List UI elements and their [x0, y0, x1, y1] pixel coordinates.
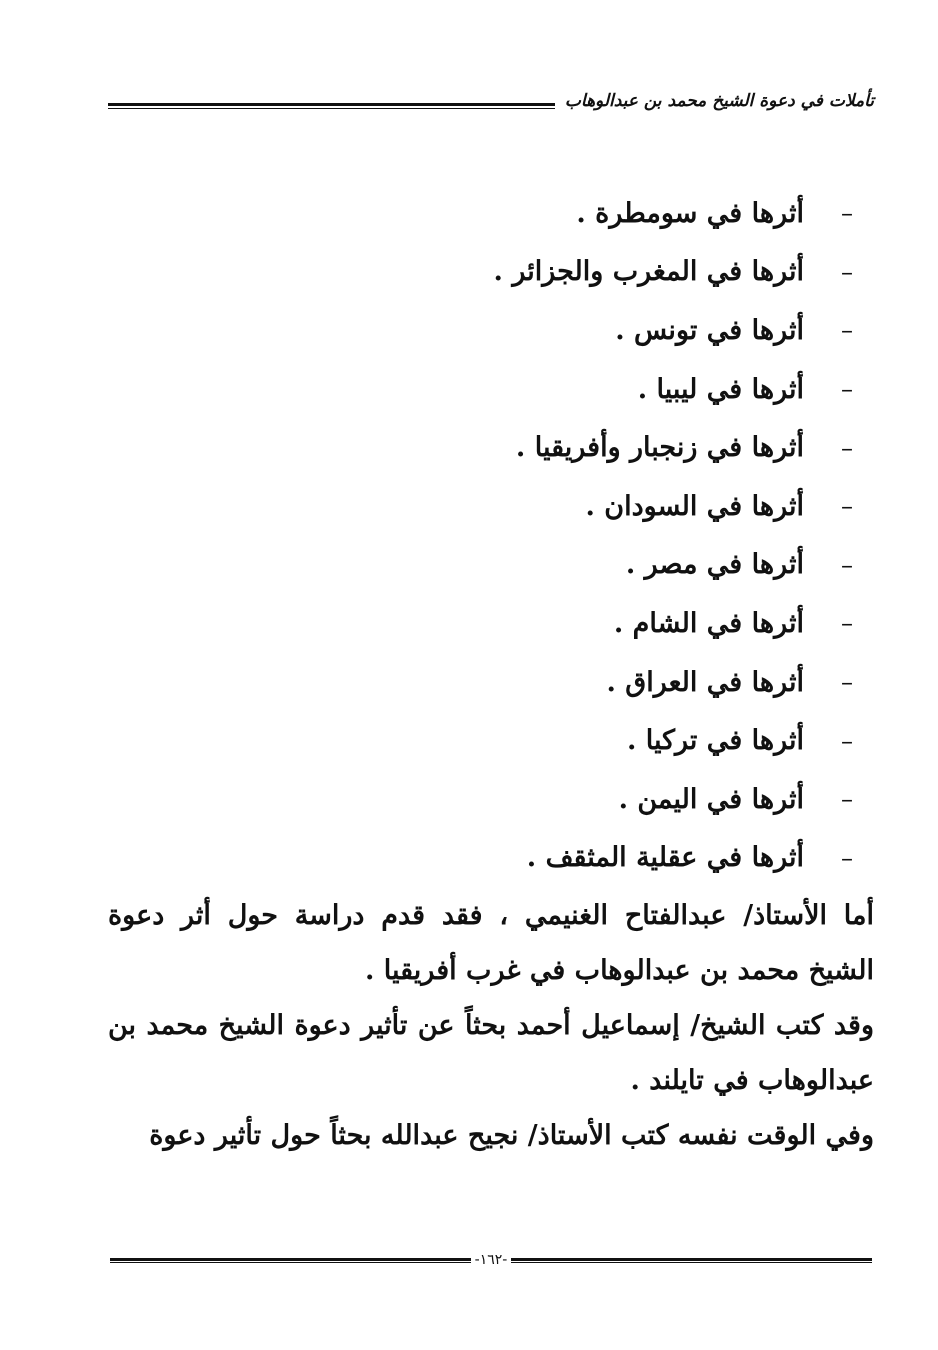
list-dash: – [841, 843, 853, 872]
header-title: تأملات في دعوة الشيخ محمد بن عبدالوهاب [564, 91, 874, 111]
header-rule [108, 103, 555, 109]
list-dash: – [841, 316, 853, 345]
list-item-text: أثرها في سومطرة . [576, 197, 804, 229]
list-item [472, 594, 872, 653]
list-item-text: أثرها في اليمن . [618, 783, 804, 815]
list-item-text: أثرها في الشام . [613, 607, 804, 639]
list-dash: – [841, 257, 853, 286]
list-item [472, 653, 872, 712]
list-dash: – [841, 199, 853, 228]
paragraph-ismail: وقد كتب الشيخ/ إسماعيل أحمد بحثاً عن تأثير دعوة الشيخ محمد بن عبدالوهاب في تايلند . [108, 1010, 874, 1096]
list-dash: – [841, 609, 853, 638]
list-dash: – [841, 375, 853, 404]
list-item [472, 770, 872, 829]
list-item [472, 829, 872, 888]
running-header [108, 86, 874, 116]
list-item-text: أثرها في زنجبار وأفريقيا . [515, 432, 804, 464]
list-item-text: أثرها في العراق . [606, 666, 804, 698]
list-item-text: أثرها في ليبيا . [637, 373, 804, 405]
list-item [472, 477, 872, 536]
list-item-text: أثرها في تركيا . [626, 725, 804, 757]
effects-list [472, 184, 872, 887]
list-item [472, 243, 872, 302]
list-item-text: أثرها في عقلية المثقف . [526, 842, 804, 874]
footer-rule-right [511, 1258, 872, 1263]
list-item-text: أثرها في تونس . [615, 314, 804, 346]
page-number: -١٦٢- [474, 1252, 508, 1268]
list-dash: – [841, 433, 853, 462]
list-item [472, 536, 872, 595]
page-footer [110, 1250, 872, 1270]
list-dash: – [841, 492, 853, 521]
list-item-text: أثرها في السودان . [585, 490, 804, 522]
paragraph-najih: وفي الوقت نفسه كتب الأستاذ/ نجيح عبدالله بحثاً حول تأثير دعوة [149, 1120, 874, 1151]
list-item-text: أثرها في مصر . [625, 549, 804, 581]
list-dash: – [841, 668, 853, 697]
list-item [472, 301, 872, 360]
list-item [472, 184, 872, 243]
paragraph-ghunaimi: أما الأستاذ/ عبدالفتاح الغنيمي ، فقد قدم دراسة حول أثر دعوة الشيخ محمد بن عبدالوهاب في غرب أفريقيا . [108, 900, 874, 986]
list-item [472, 360, 872, 419]
body-text [108, 888, 874, 1163]
list-item-text: أثرها في المغرب والجزائر . [493, 256, 804, 288]
list-dash: – [841, 550, 853, 579]
footer-rule-left [110, 1258, 471, 1263]
list-dash: – [841, 726, 853, 755]
list-item [472, 418, 872, 477]
list-item [472, 711, 872, 770]
list-dash: – [841, 785, 853, 814]
